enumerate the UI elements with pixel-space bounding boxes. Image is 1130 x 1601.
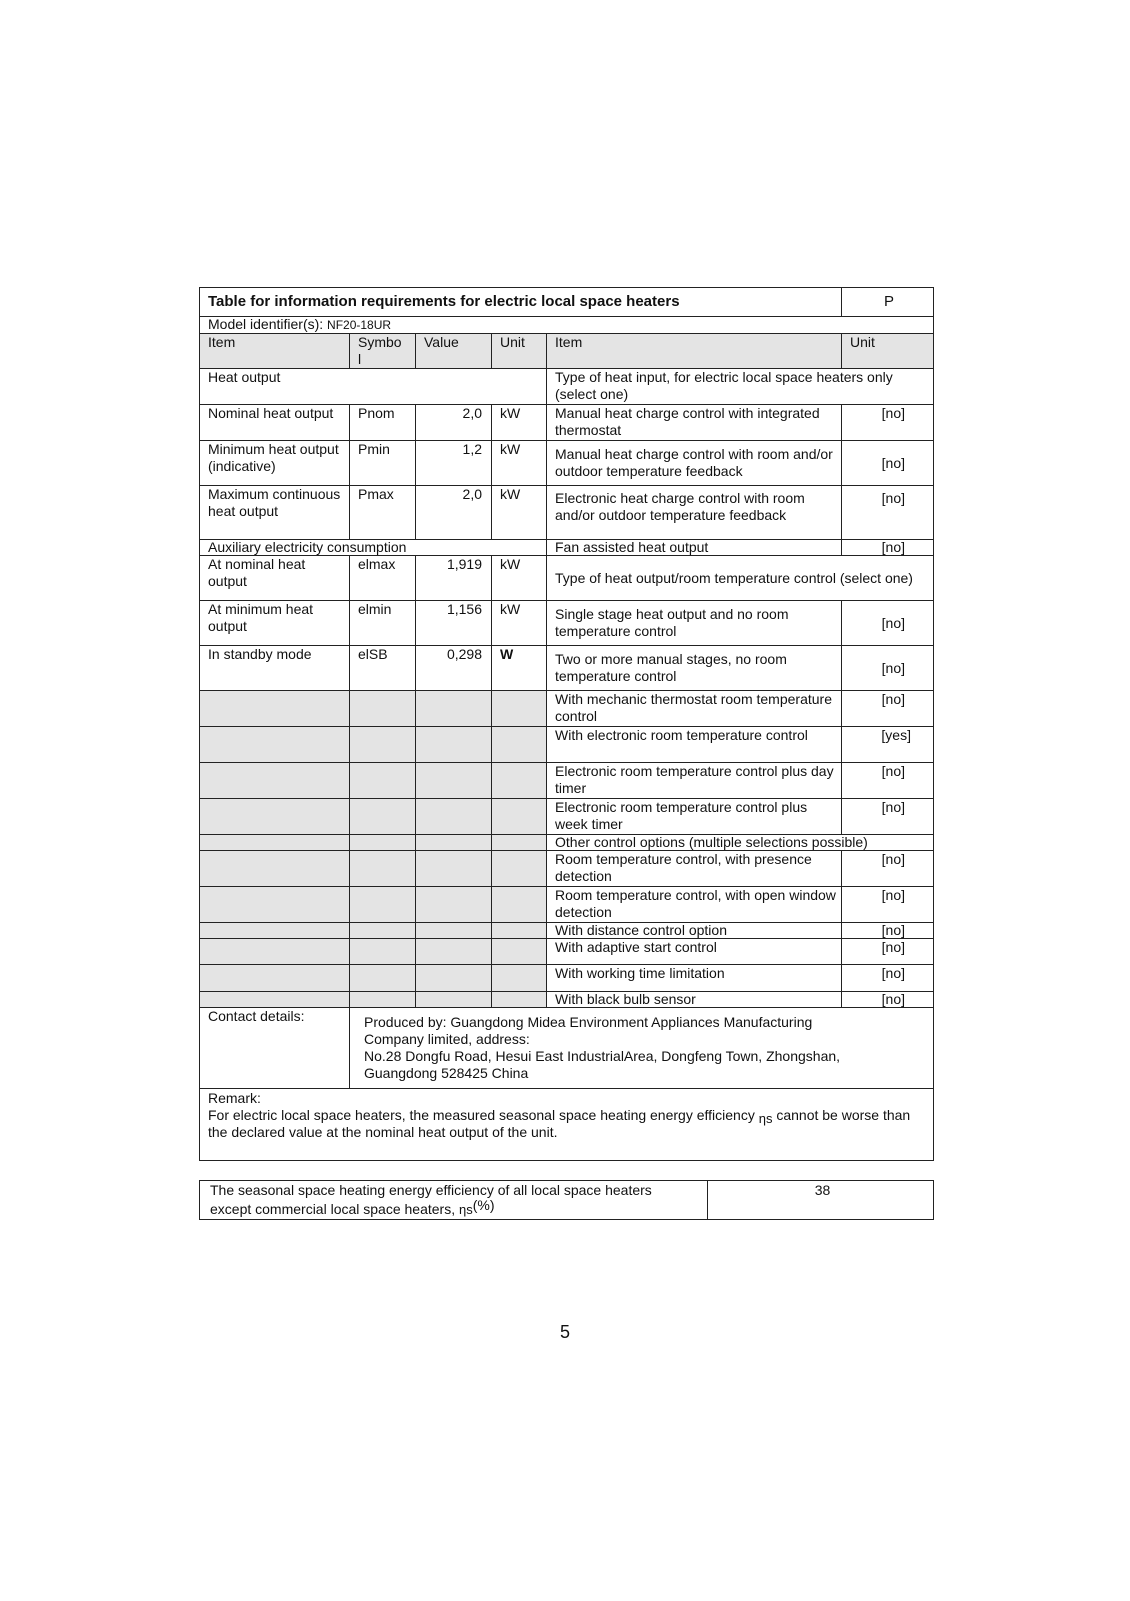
efficiency-line-1: The seasonal space heating energy efficiency of all local space heaters	[210, 1182, 652, 1198]
empty-cell	[492, 727, 547, 763]
option-label: With black bulb sensor	[547, 992, 842, 1008]
empty-cell	[416, 851, 492, 887]
item-label: At minimum heat output	[200, 601, 350, 646]
empty-cell	[350, 992, 416, 1008]
item-symbol: Pmin	[350, 441, 416, 486]
remark-row	[200, 1089, 934, 1161]
item-label: At nominal heat output	[200, 556, 350, 601]
model-value: NF20-18UR	[327, 318, 392, 332]
empty-cell	[350, 763, 416, 799]
empty-cell	[200, 887, 350, 923]
option-label: Room temperature control, with presence detection	[547, 851, 842, 887]
option-label: With electronic room temperature control	[547, 727, 842, 763]
header-unit-2: Unit	[842, 334, 934, 369]
empty-cell	[200, 691, 350, 727]
empty-cell	[416, 887, 492, 923]
remark-label: Remark:	[208, 1090, 261, 1106]
table-row	[200, 486, 934, 540]
empty-cell	[416, 965, 492, 992]
option-label: Two or more manual stages, no room temperature control	[547, 646, 842, 691]
option-label: With distance control option	[547, 923, 842, 939]
efficiency-value: 38	[708, 1181, 934, 1220]
table-row	[200, 556, 934, 601]
option-value: [no]	[842, 992, 934, 1008]
table-row	[200, 923, 934, 939]
efficiency-row	[200, 1181, 934, 1220]
item-unit: kW	[492, 486, 547, 540]
empty-cell	[492, 923, 547, 939]
table-row	[200, 851, 934, 887]
table-row	[200, 691, 934, 727]
item-label: Minimum heat output (indicative)	[200, 441, 350, 486]
option-label: Electronic heat charge control with room and/or outdoor temperature feedback	[547, 486, 842, 540]
item-label: Nominal heat output	[200, 405, 350, 441]
efficiency-table	[199, 1180, 934, 1220]
contact-line: Produced by: Guangdong Midea Environment Appliances Manufacturing	[364, 1014, 813, 1030]
option-label: Fan assisted heat output	[547, 540, 842, 556]
empty-cell	[416, 691, 492, 727]
empty-cell	[492, 851, 547, 887]
item-unit: kW	[492, 405, 547, 441]
item-label: Maximum continuous heat output	[200, 486, 350, 540]
option-value: [no]	[842, 486, 934, 540]
empty-cell	[200, 992, 350, 1008]
empty-cell	[416, 763, 492, 799]
table-title: Table for information requirements for electric local space heaters	[200, 288, 842, 317]
other-control-section: Other control options (multiple selections possible)	[547, 835, 934, 851]
item-symbol: elmax	[350, 556, 416, 601]
empty-cell	[200, 939, 350, 965]
remark-text	[208, 1107, 928, 1141]
item-symbol: Pnom	[350, 405, 416, 441]
option-value: [no]	[842, 887, 934, 923]
option-value: [yes]	[842, 727, 934, 763]
item-value: 2,0	[416, 405, 492, 441]
empty-cell	[492, 887, 547, 923]
option-value: [no]	[842, 405, 934, 441]
empty-cell	[492, 992, 547, 1008]
option-value: [no]	[842, 923, 934, 939]
contact-label: Contact details:	[200, 1008, 350, 1089]
option-value: [no]	[842, 691, 934, 727]
empty-cell	[416, 835, 492, 851]
option-label: Manual heat charge control with integrated thermostat	[547, 405, 842, 441]
empty-cell	[200, 835, 350, 851]
option-value: [no]	[842, 441, 934, 486]
empty-cell	[350, 965, 416, 992]
empty-cell	[200, 799, 350, 835]
empty-cell	[492, 763, 547, 799]
header-unit: Unit	[492, 334, 547, 369]
option-label: Room temperature control, with open window detection	[547, 887, 842, 923]
header-symbol: Symbo l	[350, 334, 416, 369]
empty-cell	[416, 727, 492, 763]
eta-symbol: ηs	[758, 1111, 773, 1126]
option-label: With working time limitation	[547, 965, 842, 992]
table-row	[200, 405, 934, 441]
table-row	[200, 540, 934, 556]
efficiency-line-2-text: except commercial local space heaters,	[210, 1201, 456, 1217]
heat-input-section: Type of heat input, for electric local space heaters only (select one)	[547, 369, 934, 405]
table-row	[200, 727, 934, 763]
contact-line: Guangdong 528425 China	[364, 1065, 529, 1081]
empty-cell	[200, 851, 350, 887]
item-unit: kW	[492, 556, 547, 601]
empty-cell	[350, 727, 416, 763]
option-value: [no]	[842, 799, 934, 835]
empty-cell	[492, 691, 547, 727]
table-row	[200, 763, 934, 799]
remark-text-before: For electric local space heaters, the measured seasonal space heating energy efficiency	[208, 1107, 755, 1123]
item-unit: kW	[492, 601, 547, 646]
temp-control-section: Type of heat output/room temperature control (select one)	[547, 556, 934, 601]
option-value: [no]	[842, 851, 934, 887]
item-symbol: elmin	[350, 601, 416, 646]
item-symbol: Pmax	[350, 486, 416, 540]
option-value: [no]	[842, 540, 934, 556]
model-label: Model identifier(s):	[208, 316, 324, 332]
empty-cell	[350, 851, 416, 887]
empty-cell	[200, 727, 350, 763]
item-symbol: elSB	[350, 646, 416, 691]
option-label: With mechanic thermostat room temperature control	[547, 691, 842, 727]
item-label: In standby mode	[200, 646, 350, 691]
item-unit: kW	[492, 441, 547, 486]
item-value: 1,2	[416, 441, 492, 486]
remark-cell	[200, 1089, 934, 1161]
empty-cell	[200, 965, 350, 992]
empty-cell	[350, 799, 416, 835]
empty-cell	[492, 965, 547, 992]
contact-row	[200, 1008, 934, 1089]
empty-cell	[350, 887, 416, 923]
contact-line: Company limited, address:	[364, 1031, 530, 1047]
page-number: 5	[559, 1322, 570, 1342]
empty-cell	[350, 691, 416, 727]
header-item-2: Item	[547, 334, 842, 369]
option-label: Single stage heat output and no room temperature control	[547, 601, 842, 646]
table-row	[200, 887, 934, 923]
empty-cell	[350, 923, 416, 939]
header-value: Value	[416, 334, 492, 369]
item-value: 1,156	[416, 601, 492, 646]
empty-cell	[200, 763, 350, 799]
empty-cell	[492, 939, 547, 965]
option-label: Electronic room temperature control plus day timer	[547, 763, 842, 799]
item-value: 2,0	[416, 486, 492, 540]
item-value: 1,919	[416, 556, 492, 601]
empty-cell	[492, 799, 547, 835]
efficiency-unit: (%)	[472, 1197, 495, 1213]
header-item: Item	[200, 334, 350, 369]
option-value: [no]	[842, 646, 934, 691]
empty-cell	[200, 923, 350, 939]
remark-text-after: cannot be worse than the declared value at the nominal heat output of the unit.	[208, 1107, 911, 1140]
item-value: 0,298	[416, 646, 492, 691]
info-requirements-table	[199, 287, 934, 1161]
empty-cell	[350, 939, 416, 965]
contact-line: No.28 Dongfu Road, Hesui East IndustrialArea, Dongfeng Town, Zhongshan,	[364, 1048, 841, 1064]
aux-section: Auxiliary electricity consumption	[200, 540, 547, 556]
empty-cell	[416, 799, 492, 835]
efficiency-line-2	[210, 1197, 701, 1219]
empty-cell	[492, 835, 547, 851]
option-value: [no]	[842, 939, 934, 965]
option-value: [no]	[842, 965, 934, 992]
item-unit: W	[492, 646, 547, 691]
title-row	[200, 288, 934, 317]
table-row	[200, 965, 934, 992]
table-row	[200, 369, 934, 405]
option-label: Manual heat charge control with room and/or outdoor temperature feedback	[547, 441, 842, 486]
empty-cell	[416, 992, 492, 1008]
option-value: [no]	[842, 763, 934, 799]
option-label: With adaptive start control	[547, 939, 842, 965]
efficiency-label	[200, 1181, 708, 1220]
eta-symbol: ηs	[459, 1202, 473, 1217]
table-row	[200, 601, 934, 646]
empty-cell	[416, 939, 492, 965]
model-row	[200, 317, 934, 334]
table-row	[200, 646, 934, 691]
table-row	[200, 939, 934, 965]
table-row	[200, 835, 934, 851]
model-identifier	[200, 317, 934, 334]
table-row	[200, 992, 934, 1008]
title-right-cell: P	[842, 288, 934, 317]
empty-cell	[416, 923, 492, 939]
table-row	[200, 799, 934, 835]
header-row	[200, 334, 934, 369]
empty-cell	[350, 835, 416, 851]
option-value: [no]	[842, 601, 934, 646]
contact-details	[350, 1008, 934, 1089]
heat-output-section: Heat output	[200, 369, 547, 405]
option-label: Electronic room temperature control plus week timer	[547, 799, 842, 835]
table-row	[200, 441, 934, 486]
